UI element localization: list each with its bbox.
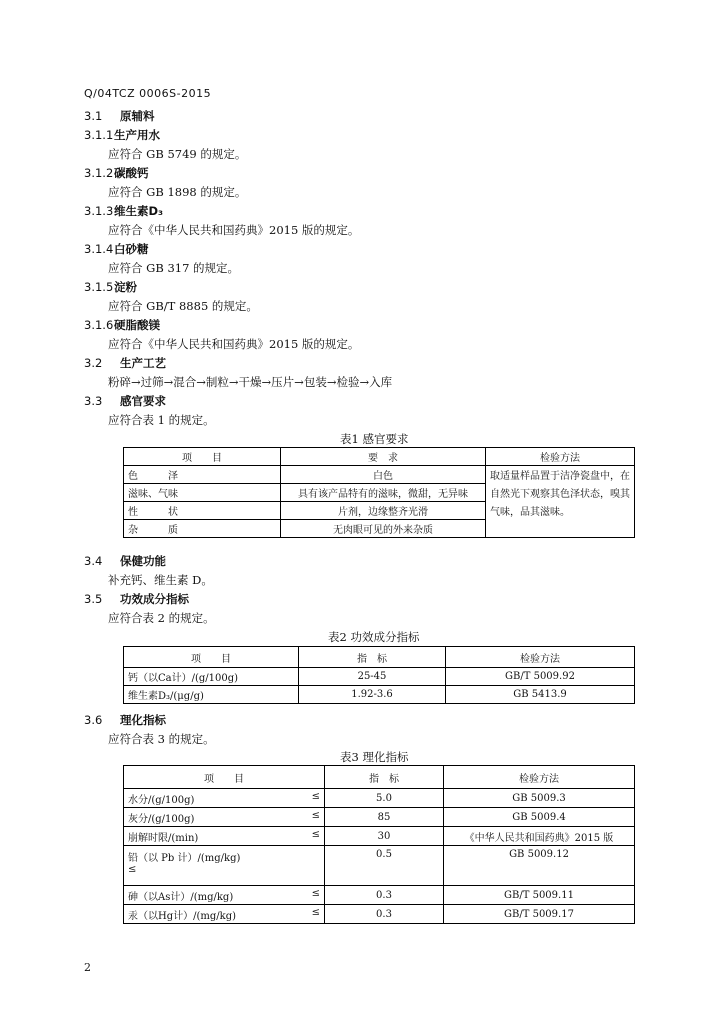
section-3-1-5 bbox=[84, 279, 137, 295]
table-cell: GB 5009.3 bbox=[444, 789, 635, 808]
item-label: 崩解时限/(min) bbox=[128, 832, 199, 844]
table-2-caption: 表2 功效成分指标 bbox=[328, 630, 420, 644]
table-cell: 1.92-3.6 bbox=[299, 686, 446, 704]
table-cell: 《中华人民共和国药典》2015 版 bbox=[444, 827, 635, 846]
item-label: 砷（以As计）/(mg/kg) bbox=[128, 891, 234, 903]
less-equal-sign: ≤ bbox=[128, 864, 137, 875]
table-2 bbox=[123, 646, 635, 704]
table-cell: 0.3 bbox=[325, 905, 444, 924]
section-3-5 bbox=[84, 591, 189, 607]
section-number: 3.6 bbox=[84, 713, 103, 727]
table-header-row bbox=[124, 766, 635, 789]
table-row bbox=[124, 808, 635, 827]
table-cell bbox=[124, 827, 325, 846]
item-label: 铅（以 Pb 计）/(mg/kg) bbox=[128, 853, 241, 864]
table-cell: 白色 bbox=[281, 466, 486, 484]
section-title: 生产用水 bbox=[114, 128, 160, 142]
table-cell: 25-45 bbox=[299, 668, 446, 686]
header-cell: 项 目 bbox=[124, 448, 281, 466]
table-cell: GB/T 5009.17 bbox=[444, 905, 635, 924]
section-title: 维生素D₃ bbox=[114, 204, 164, 218]
table-cell: 色 泽 bbox=[124, 466, 281, 484]
table-cell: 0.5 bbox=[325, 846, 444, 886]
table-cell: GB/T 5009.92 bbox=[446, 668, 635, 686]
table-cell: 具有该产品特有的滋味，微甜，无异味 bbox=[281, 484, 486, 502]
table-cell: 钙（以Ca计）/(g/100g) bbox=[124, 668, 299, 686]
section-text: 应符合表 3 的规定。 bbox=[108, 732, 215, 746]
section-number: 3.1.5 bbox=[84, 280, 114, 294]
less-equal-sign: ≤ bbox=[311, 887, 320, 899]
section-title: 保健功能 bbox=[120, 554, 166, 568]
table-3 bbox=[123, 765, 635, 924]
section-3-1-2 bbox=[84, 165, 149, 181]
table-1 bbox=[123, 447, 635, 538]
process-flow: 粉碎→过筛→混合→制粒→干燥→压片→包装→检验→入库 bbox=[108, 375, 393, 389]
section-number: 3.4 bbox=[84, 554, 103, 568]
table-cell: 30 bbox=[325, 827, 444, 846]
section-title: 碳酸钙 bbox=[114, 166, 149, 180]
less-equal-sign: ≤ bbox=[311, 809, 320, 821]
table-cell: 性 状 bbox=[124, 502, 281, 520]
method-cell: 取适量样品置于洁净瓷盘中，在自然光下观察其色泽状态，嗅其气味，品其滋味。 bbox=[486, 466, 635, 538]
table-header-row bbox=[124, 448, 635, 466]
table-row bbox=[124, 789, 635, 808]
table-cell: 片剂，边缘整齐光滑 bbox=[281, 502, 486, 520]
section-3-2 bbox=[84, 355, 166, 371]
table-cell: GB 5009.4 bbox=[444, 808, 635, 827]
table-cell: 无肉眼可见的外来杂质 bbox=[281, 520, 486, 538]
header-cell: 项 目 bbox=[124, 647, 299, 668]
section-3-3 bbox=[84, 393, 166, 409]
table-row bbox=[124, 827, 635, 846]
header-cell: 检验方法 bbox=[444, 766, 635, 789]
item-label: 汞（以Hg计）/(mg/kg) bbox=[128, 910, 237, 922]
table-row bbox=[124, 668, 635, 686]
item-label: 水分/(g/100g) bbox=[128, 794, 195, 806]
section-number: 3.5 bbox=[84, 592, 103, 606]
table-cell bbox=[124, 808, 325, 827]
section-3-1-4 bbox=[84, 241, 149, 257]
section-number: 3.1.4 bbox=[84, 242, 114, 256]
section-text: 应符合 GB/T 8885 的规定。 bbox=[108, 299, 258, 313]
table-cell: 85 bbox=[325, 808, 444, 827]
table-3-caption: 表3 理化指标 bbox=[340, 750, 409, 764]
table-cell bbox=[124, 846, 325, 886]
table-cell bbox=[124, 789, 325, 808]
table-row bbox=[124, 686, 635, 704]
section-title: 理化指标 bbox=[120, 713, 166, 727]
section-number: 3.1.1 bbox=[84, 128, 114, 142]
section-title: 生产工艺 bbox=[120, 356, 166, 370]
header-cell: 要 求 bbox=[281, 448, 486, 466]
table-cell: 5.0 bbox=[325, 789, 444, 808]
section-number: 3.1 bbox=[84, 109, 103, 123]
section-text: 应符合表 1 的规定。 bbox=[108, 413, 215, 427]
table-cell: 0.3 bbox=[325, 886, 444, 905]
table-cell bbox=[124, 905, 325, 924]
header-cell: 指 标 bbox=[325, 766, 444, 789]
section-number: 3.1.3 bbox=[84, 204, 114, 218]
section-title: 原辅料 bbox=[120, 109, 155, 123]
table-row bbox=[124, 905, 635, 924]
section-number: 3.1.6 bbox=[84, 318, 114, 332]
section-3-1-1 bbox=[84, 127, 160, 143]
table-cell: GB 5413.9 bbox=[446, 686, 635, 704]
section-text: 补充钙、维生素 D。 bbox=[108, 573, 213, 587]
section-number: 3.2 bbox=[84, 356, 103, 370]
section-title: 感官要求 bbox=[120, 394, 166, 408]
section-title: 淀粉 bbox=[114, 280, 137, 294]
page-number: 2 bbox=[84, 961, 91, 974]
section-3-1-3 bbox=[84, 203, 163, 219]
header-cell: 项 目 bbox=[124, 766, 325, 789]
header-cell: 检验方法 bbox=[446, 647, 635, 668]
less-equal-sign: ≤ bbox=[311, 790, 320, 802]
table-header-row bbox=[124, 647, 635, 668]
section-text: 应符合 GB 5749 的规定。 bbox=[108, 147, 247, 161]
less-equal-sign: ≤ bbox=[311, 906, 320, 918]
table-cell: GB/T 5009.11 bbox=[444, 886, 635, 905]
section-text: 应符合 GB 1898 的规定。 bbox=[108, 185, 247, 199]
section-text: 应符合《中华人民共和国药典》2015 版的规定。 bbox=[108, 337, 360, 351]
table-1-caption: 表1 感官要求 bbox=[340, 432, 409, 446]
table-cell bbox=[124, 886, 325, 905]
less-equal-sign: ≤ bbox=[311, 828, 320, 840]
section-3-6 bbox=[84, 712, 166, 728]
section-3-1-6 bbox=[84, 317, 160, 333]
document-code: Q/04TCZ 0006S-2015 bbox=[84, 87, 212, 100]
table-cell: 滋味、气味 bbox=[124, 484, 281, 502]
section-title: 功效成分指标 bbox=[120, 592, 189, 606]
section-title: 白砂糖 bbox=[114, 242, 149, 256]
table-row bbox=[124, 846, 635, 886]
section-text: 应符合表 2 的规定。 bbox=[108, 611, 215, 625]
section-number: 3.3 bbox=[84, 394, 103, 408]
header-cell: 检验方法 bbox=[486, 448, 635, 466]
section-number: 3.1.2 bbox=[84, 166, 114, 180]
header-cell: 指 标 bbox=[299, 647, 446, 668]
table-row bbox=[124, 466, 635, 484]
table-row bbox=[124, 886, 635, 905]
section-text: 应符合 GB 317 的规定。 bbox=[108, 261, 240, 275]
section-text: 应符合《中华人民共和国药典》2015 版的规定。 bbox=[108, 223, 360, 237]
section-title: 硬脂酸镁 bbox=[114, 318, 160, 332]
section-3-4 bbox=[84, 553, 166, 569]
section-3-1 bbox=[84, 108, 155, 124]
table-cell: 维生素D₃/(μg/g) bbox=[124, 686, 299, 704]
item-label: 灰分/(g/100g) bbox=[128, 813, 195, 825]
table-cell: 杂 质 bbox=[124, 520, 281, 538]
table-cell: GB 5009.12 bbox=[444, 846, 635, 886]
